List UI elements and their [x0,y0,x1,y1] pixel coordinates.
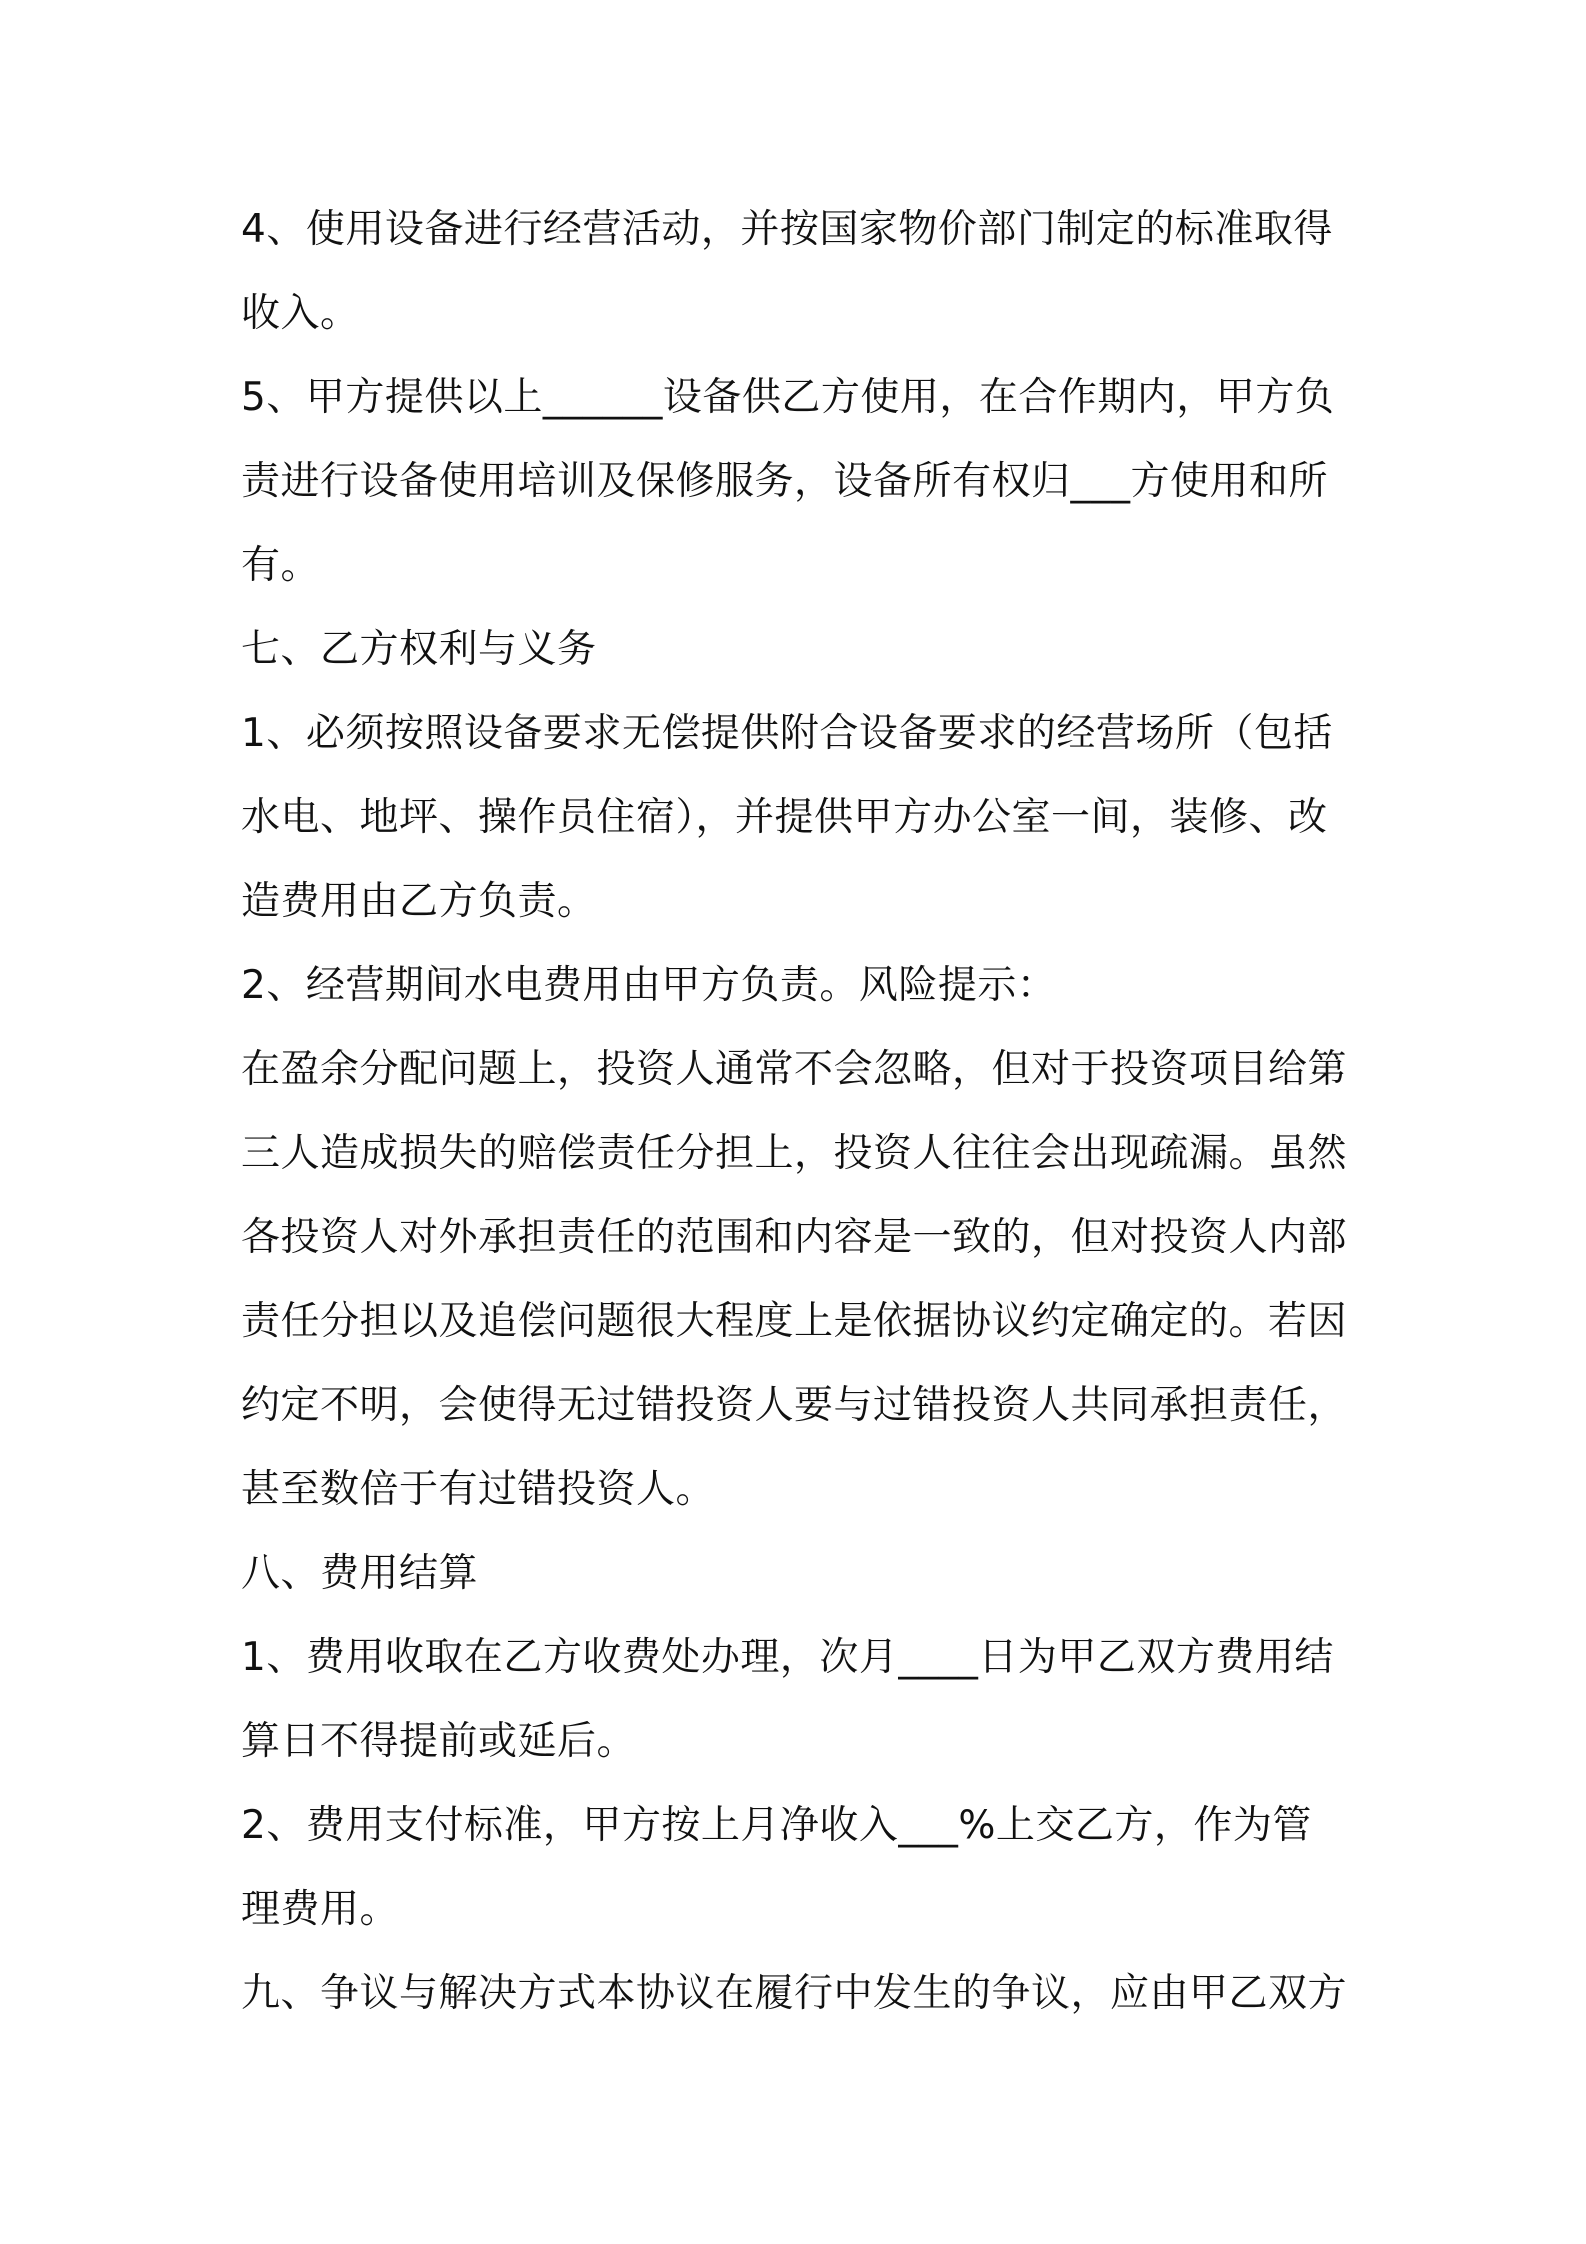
document-body [241,188,1351,2036]
section-8-heading: 八、费用结算 [241,1551,479,1596]
section-8-clause-1: 1、费用收取在乙方收费处办理，次月____日为甲乙双方费用结算日不得提前或延后。 [241,1635,1334,1764]
section-8-clause-2: 2、费用支付标准，甲方按上月净收入___%上交乙方，作为管理费用。 [241,1803,1312,1932]
section-7-heading: 七、乙方权利与义务 [241,627,597,672]
clause-4-equipment-operation: 4、使用设备进行经营活动，并按国家物价部门制定的标准取得收入。 [241,207,1333,336]
clause-5-equipment-provision: 5、甲方提供以上______设备供乙方使用，在合作期内，甲方负责进行设备使用培训及保修服务，设备所有权归___方使用和所有。 [241,375,1335,588]
section-7-clause-1: 1、必须按照设备要求无偿提供附合设备要求的经营场所（包括水电、地坪、操作员住宿），并提供甲方办公室一间，装修、改造费用由乙方负责。 [241,711,1333,924]
section-9-heading-text: 九、争议与解决方式本协议在履行中发生的争议，应由甲乙双方 [241,1971,1348,2016]
section-7-clause-2: 2、经营期间水电费用由甲方负责。风险提示： [241,963,1057,1008]
risk-notice-paragraph: 在盈余分配问题上，投资人通常不会忽略，但对于投资项目给第三人造成损失的赔偿责任分担上，投资人往往会出现疏漏。虽然各投资人对外承担责任的范围和内容是一致的，但对投资人内部责任分担以及追偿问题很大程度上是依据协议约定确定的。若因约定不明，会使得无过错投资人要与过错投资人共同承担责任，甚至数倍于有过错投资人。 [241,1047,1348,1512]
